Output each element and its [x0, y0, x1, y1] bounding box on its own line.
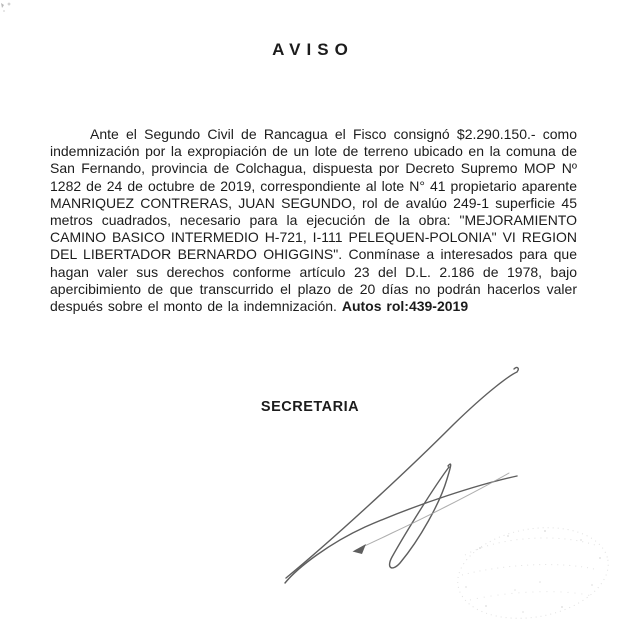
- page-title: AVISO: [272, 40, 354, 59]
- signature-arrowhead: [353, 544, 367, 554]
- notice-body-paragraph: [50, 126, 577, 315]
- secretaria-label: SECRETARIA: [260, 399, 360, 415]
- faint-stamp: [451, 516, 616, 629]
- signature-and-stamp: [240, 360, 626, 634]
- case-number-bold: Autos rol:439-2019: [341, 298, 469, 315]
- scan-artifact-speck: [0, 0, 18, 18]
- notice-body-text: Ante el Segundo Civil de Rancagua el Fisco consignó $2.290.150.- como indemnización por la expropiación de un lote de terreno ubicado en la comuna de San Fernando, provincia de Colchagua, dispuesta por Decreto Supremo MOP Nº 1282 de 24 de octubre de 2019, correspondiente al lote N° 41 propietario aparente MANRIQUEZ CONTRERAS, JUAN SEGUNDO, rol de avalúo 249-1 superficie 45 metros cuadrados, necesario para la ejecución de la obra: "MEJORAMIENTO CAMINO BASICO INTERMEDIO H-721, I-111 PELEQUEN-POLONIA" VI REGION DEL LIBERTADOR BERNARDO OHIGGINS". Conmínase a interesados para que hagan valer sus derechos conforme artículo 23 del D.L. 2.186 de 1978, bajo apercibimiento de que transcurrido el plazo de 20 días no podrán hacerlos valer después sobre el monto de la indemnización.: [50, 126, 577, 315]
- signature-scribble: [285, 368, 518, 583]
